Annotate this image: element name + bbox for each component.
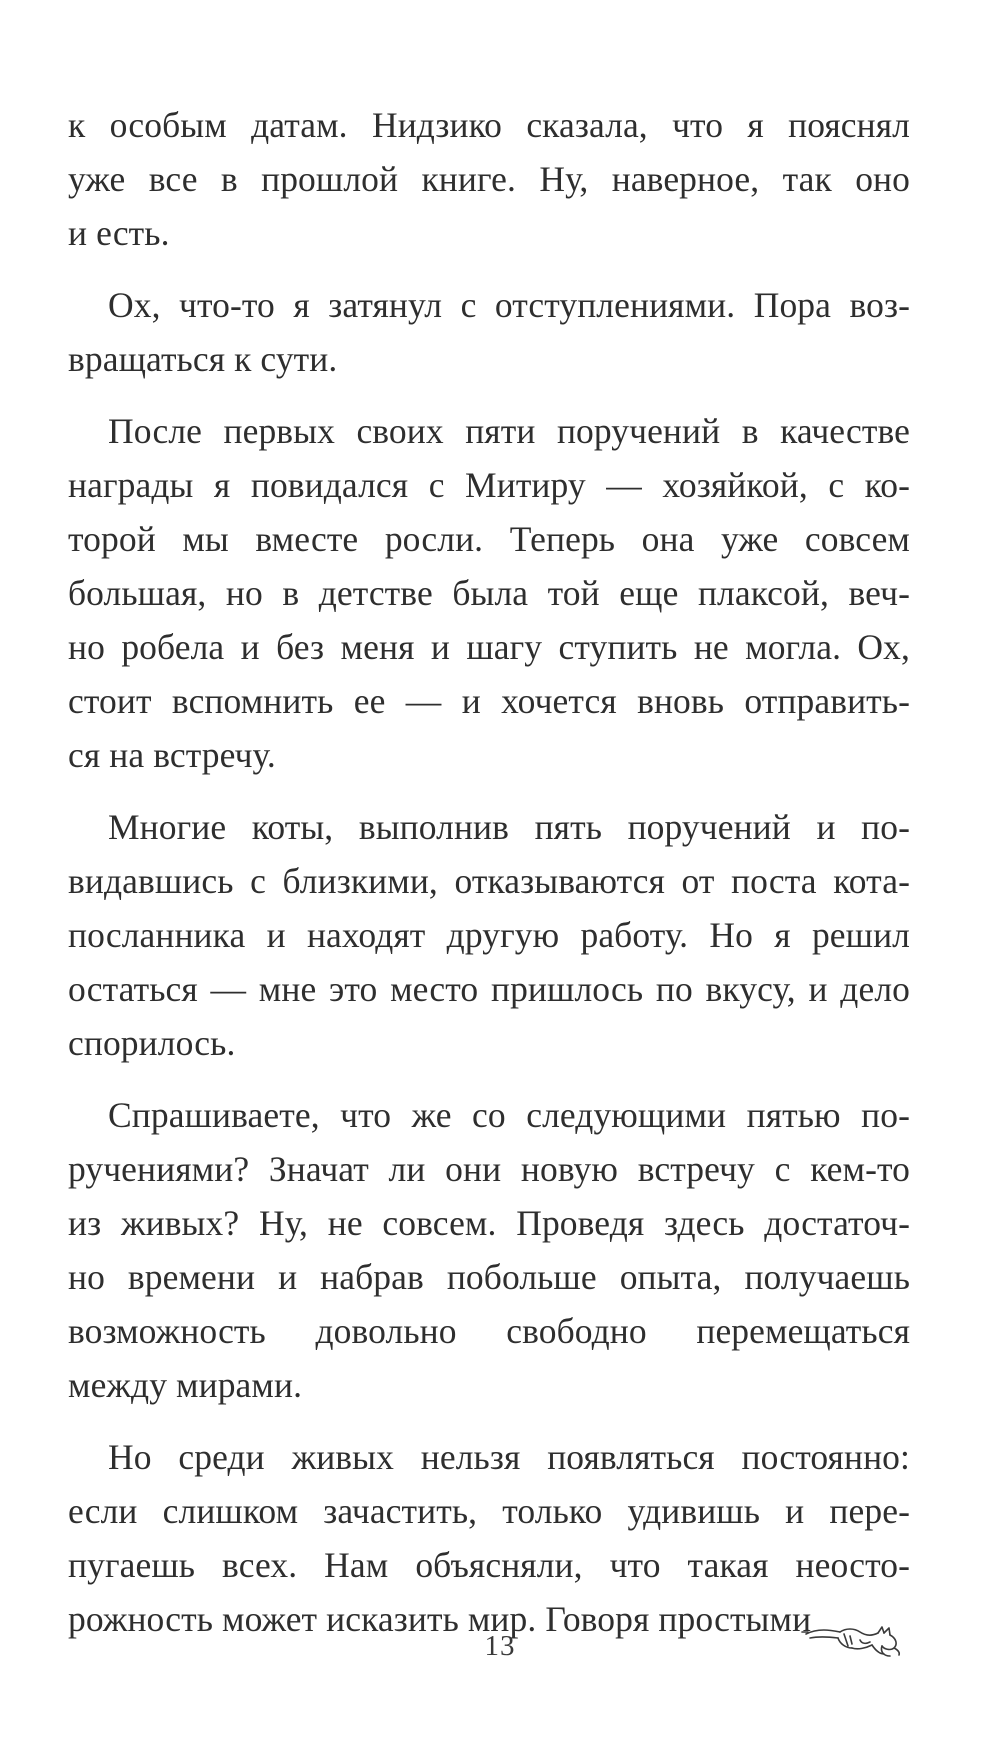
text-line: видавшись с близкими, отказываются от поста кота- [68,861,910,901]
text-line: После первых своих пяти поручений в качестве [108,411,910,451]
text-line: если слишком зачастить, только удивишь и пере- [68,1491,910,1531]
paragraph [68,800,910,1070]
text-line: стоит вспомнить ее — и хочется вновь отправить- [68,681,910,721]
text-line: Спрашиваете, что же со следующими пятью по- [108,1095,910,1135]
text-line: уже все в прошлой книге. Ну, наверное, так оно [68,159,910,199]
page-number: 13 [484,1630,516,1662]
text-line: но времени и набрав побольше опыта, получаешь [68,1257,910,1297]
text-line: ся на встречу. [68,735,276,775]
text-line: ручениями? Значат ли они новую встречу с кем-то [68,1149,910,1189]
paragraph [68,1430,910,1646]
text-line: вращаться к сути. [68,339,338,379]
text-line: посланника и находят другую работу. Но я решил [68,915,910,955]
text-line: пугаешь всех. Нам объясняли, что такая неосто- [68,1545,910,1585]
paragraph [68,404,910,782]
text-line: между мирами. [68,1365,303,1405]
text-line: и есть. [68,213,170,253]
text-line: награды я повидался с Митиру — хозяйкой, с ко- [68,465,910,505]
text-line: но робела и без меня и шагу ступить не могла. Ох, [68,627,910,667]
text-line: спорилось. [68,1023,236,1063]
text-line: остаться — мне это место пришлось по вкусу, и дело [68,969,910,1009]
text-line: к особым датам. Нидзико сказала, что я пояснял [68,105,910,145]
paragraph [68,98,910,260]
text-line: торой мы вместе росли. Теперь она уже совсем [68,519,910,559]
text-line: возможность довольно свободно перемещаться [68,1311,910,1351]
paragraph [68,1088,910,1412]
page-text [68,98,910,1664]
text-line: Ох, что-то я затянул с отступлениями. Пора воз- [108,285,910,325]
text-line: Многие коты, выполнив пять поручений и по- [108,807,910,847]
paragraph [68,278,910,386]
sleeping-cat-icon [800,1618,904,1664]
text-line: Но среди живых нельзя появляться постоянно: [108,1437,910,1477]
text-line: рожность может исказить мир. Говоря простыми [68,1599,812,1639]
text-line: из живых? Ну, не совсем. Проведя здесь достаточ- [68,1203,910,1243]
text-line: большая, но в детстве была той еще плаксой, веч- [68,573,910,613]
